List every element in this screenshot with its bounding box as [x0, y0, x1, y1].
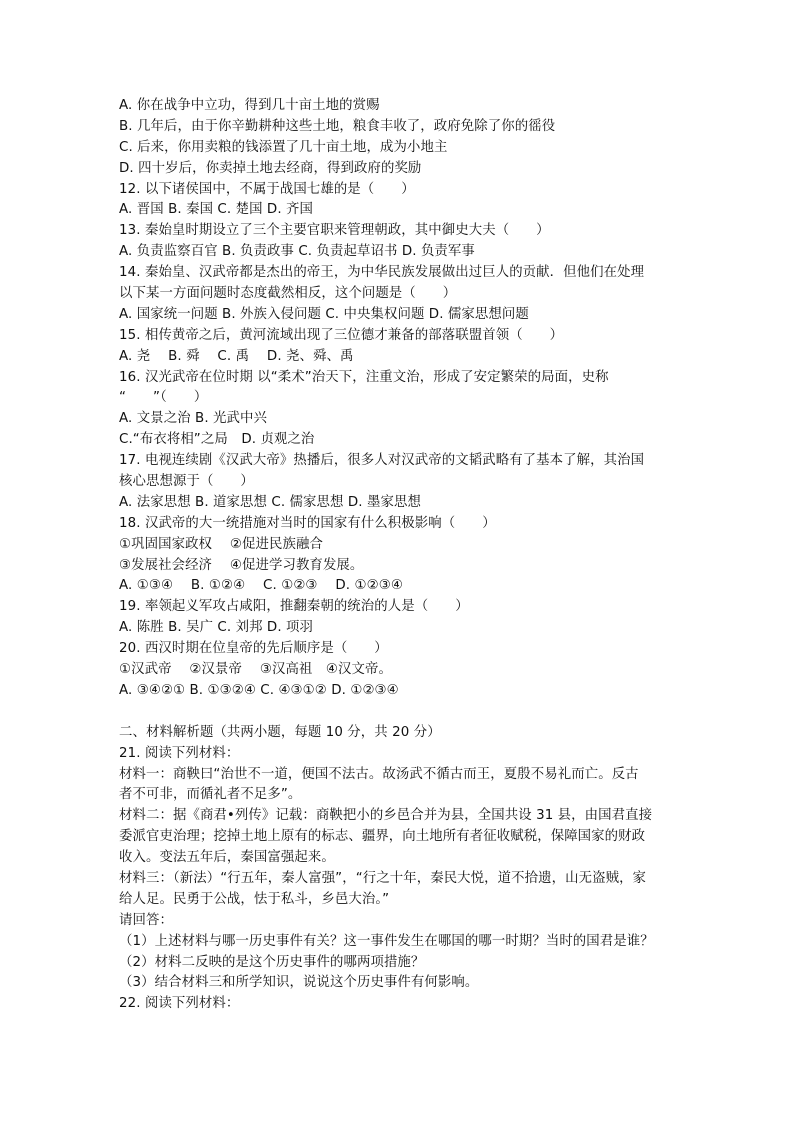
question-18: 18. 汉武帝的大一统措施对当时的国家有什么积极影响（ ）: [119, 515, 496, 531]
options-20: A. ③④②① B. ①③②④ C. ④③①② D. ①②③④: [119, 682, 399, 698]
options-12: A. 晋国 B. 秦国 C. 楚国 D. 齐国: [119, 202, 314, 218]
question-21: 21. 阅读下列材料：: [119, 745, 240, 761]
question-18-items-2: ③发展社会经济 ④促进学习教育发展。: [119, 557, 364, 573]
options-16-line1: A. 文景之治 B. 光武中兴: [119, 411, 268, 427]
option-11c: C. 后来，你用卖粮的钱添置了几十亩土地，成为小地主: [119, 139, 448, 155]
material-1-line2: 者不可非，而循礼者不足多”。: [119, 787, 302, 803]
question-17-line1: 17. 电视连续剧《汉武大帝》热播后，很多人对汉武帝的文韬武略有了基本了解，其治国: [119, 453, 645, 469]
question-14-line2: 以下某一方面问题时态度截然相反，这个问题是（ ）: [119, 286, 457, 302]
option-11d: D. 四十岁后，你卖掉土地去经商，得到政府的奖励: [119, 160, 422, 176]
sub-question-3: （3）结合材料三和所学知识，说说这个历史事件有何影响。: [119, 975, 479, 991]
question-14-line1: 14. 秦始皇、汉武帝都是杰出的帝王，为中华民族发展做出过巨人的贡献．但他们在处理: [119, 265, 645, 281]
question-22: 22. 阅读下列材料：: [119, 996, 240, 1012]
sub-question-1: （1）上述材料与哪一历史事件有关？这一事件发生在哪国的哪一时期？当时的国君是谁？: [119, 933, 654, 949]
section-2-heading: 二、材料解析题（共两小题，每题 10 分，共 20 分）: [119, 724, 441, 740]
options-16-line2: C.“布衣将相”之局 D. 贞观之治: [119, 432, 315, 448]
question-20: 20. 西汉时期在位皇帝的先后顺序是（ ）: [119, 641, 388, 657]
options-19: A. 陈胜 B. 吴广 C. 刘邦 D. 项羽: [119, 620, 314, 636]
question-19: 19. 率领起义军攻占咸阳，推翻秦朝的统治的人是（ ）: [119, 599, 469, 615]
sub-question-2: （2）材料二反映的是这个历史事件的哪两项措施？: [119, 954, 425, 970]
question-16-line1: 16. 汉光武帝在位时期 以“柔术”治天下，注重文治，形成了安定繁荣的局面，史称: [119, 369, 609, 385]
question-17-line2: 核心思想源于（ ）: [119, 474, 254, 490]
options-15: A. 尧 B. 舜 C. 禹 D. 尧、舜、禹: [119, 348, 354, 364]
option-11b: B. 几年后，由于你辛勤耕种这些土地，粮食丰收了，政府免除了你的徭役: [119, 118, 556, 134]
options-14: A. 国家统一问题 B. 外族入侵问题 C. 中央集权问题 D. 儒家思想问题: [119, 306, 529, 322]
material-1-line1: 材料一：商鞅曰“治世不一道，便国不法古。故汤武不循古而王，夏殷不易礼而亡。反古: [119, 766, 639, 782]
question-20-items: ①汉武帝 ②汉景帝 ③汉高祖 ④汉文帝。: [119, 662, 392, 678]
answer-prompt: 请回答：: [119, 912, 173, 928]
material-2-line2: 委派官吏治理；挖掉土地上原有的标志、疆界，向土地所有者征收赋税，保障国家的财政: [119, 829, 646, 845]
question-15: 15. 相传黄帝之后，黄河流域出现了三位德才兼备的部落联盟首领（ ）: [119, 327, 564, 343]
options-13: A. 负责监察百官 B. 负责政事 C. 负责起草诏书 D. 负责军事: [119, 244, 475, 260]
question-16-line2: “ ”（ ）: [119, 390, 208, 406]
option-11a: A. 你在战争中立功，得到几十亩土地的赏赐: [119, 98, 380, 113]
options-18: A. ①③④ B. ①②④ C. ①②③ D. ①②③④: [119, 578, 403, 594]
question-13: 13. 秦始皇时期设立了三个主要官职来管理朝政，其中御史大夫（ ）: [119, 223, 550, 239]
options-17: A. 法家思想 B. 道家思想 C. 儒家思想 D. 墨家思想: [119, 494, 421, 510]
question-18-items-1: ①巩固国家政权 ②促进民族融合: [119, 536, 323, 552]
material-2-line1: 材料二：据《商君•列传》记载：商鞅把小的乡邑合并为县，全国共设 31 县，由国君直接: [119, 808, 653, 824]
blank-line: [119, 702, 679, 723]
document-page: [119, 96, 679, 1015]
material-2-line3: 收入。变法五年后，秦国富强起来。: [119, 850, 335, 866]
question-12: 12. 以下诸侯国中，不属于战国七雄的是（ ）: [119, 181, 415, 197]
material-3-line2: 给人足。民勇于公战，怯于私斗，乡邑大治。”: [119, 891, 390, 907]
material-3-line1: 材料三：（新法）“行五年，秦人富强”，“行之十年，秦民大悦，道不拾遗，山无盗贼，家: [119, 870, 647, 886]
